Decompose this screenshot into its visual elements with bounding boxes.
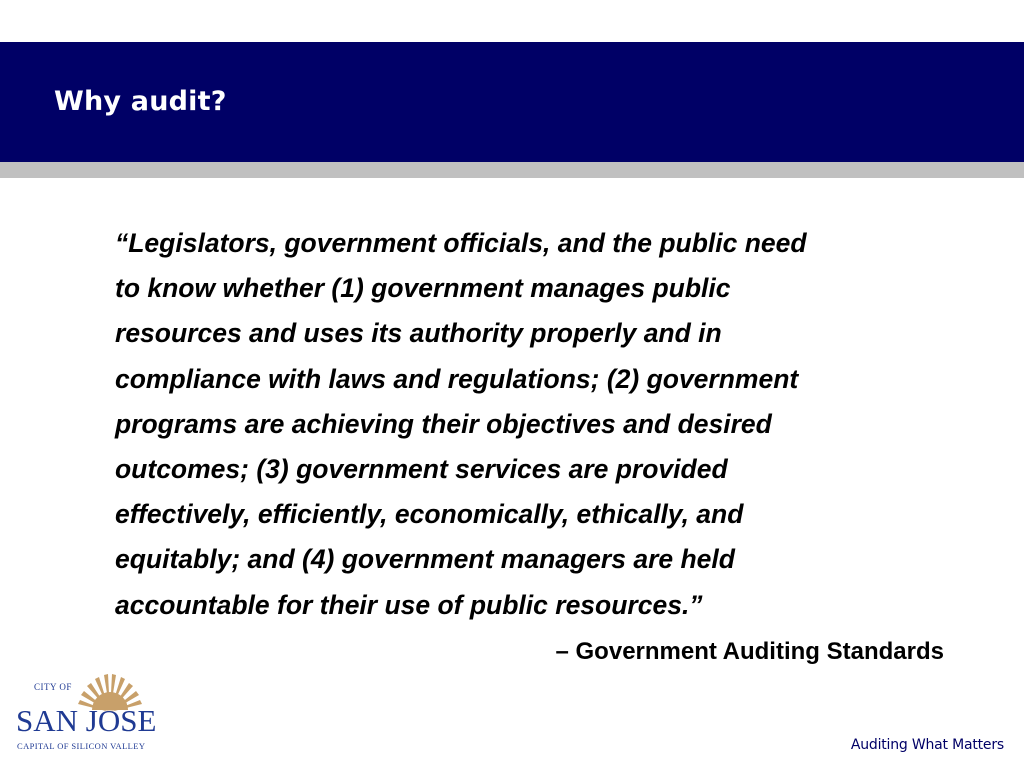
footer-tagline: Auditing What Matters xyxy=(850,737,1004,753)
quote-line: accountable for their use of public resources.” xyxy=(115,589,703,620)
quote-line: effectively, efficiently, economically, ethically, and xyxy=(115,499,744,530)
quote-line: “Legislators, government officials, and the public need xyxy=(115,228,807,258)
title-divider xyxy=(0,162,1024,178)
logo-name: SAN JOSE xyxy=(16,703,157,738)
quote-line: programs are achieving their objectives and desired xyxy=(115,408,772,439)
logo-tagline: CAPITAL OF SILICON VALLEY xyxy=(17,741,146,751)
quote-line: equitably; and (4) government managers are held xyxy=(115,544,735,575)
quote-line: compliance with laws and regulations; (2) government xyxy=(115,363,799,394)
quote-line: resources and uses its authority properly and in xyxy=(115,318,722,349)
city-logo xyxy=(14,674,157,758)
logo-city-of: CITY OF xyxy=(34,682,72,692)
quote-line: outcomes; (3) government services are provided xyxy=(115,454,728,485)
slide-title: Why audit? xyxy=(54,86,227,117)
quote-line: to know whether (1) government manages public xyxy=(115,273,731,304)
quote-block xyxy=(115,221,955,628)
quote-attribution: – Government Auditing Standards xyxy=(555,638,944,665)
